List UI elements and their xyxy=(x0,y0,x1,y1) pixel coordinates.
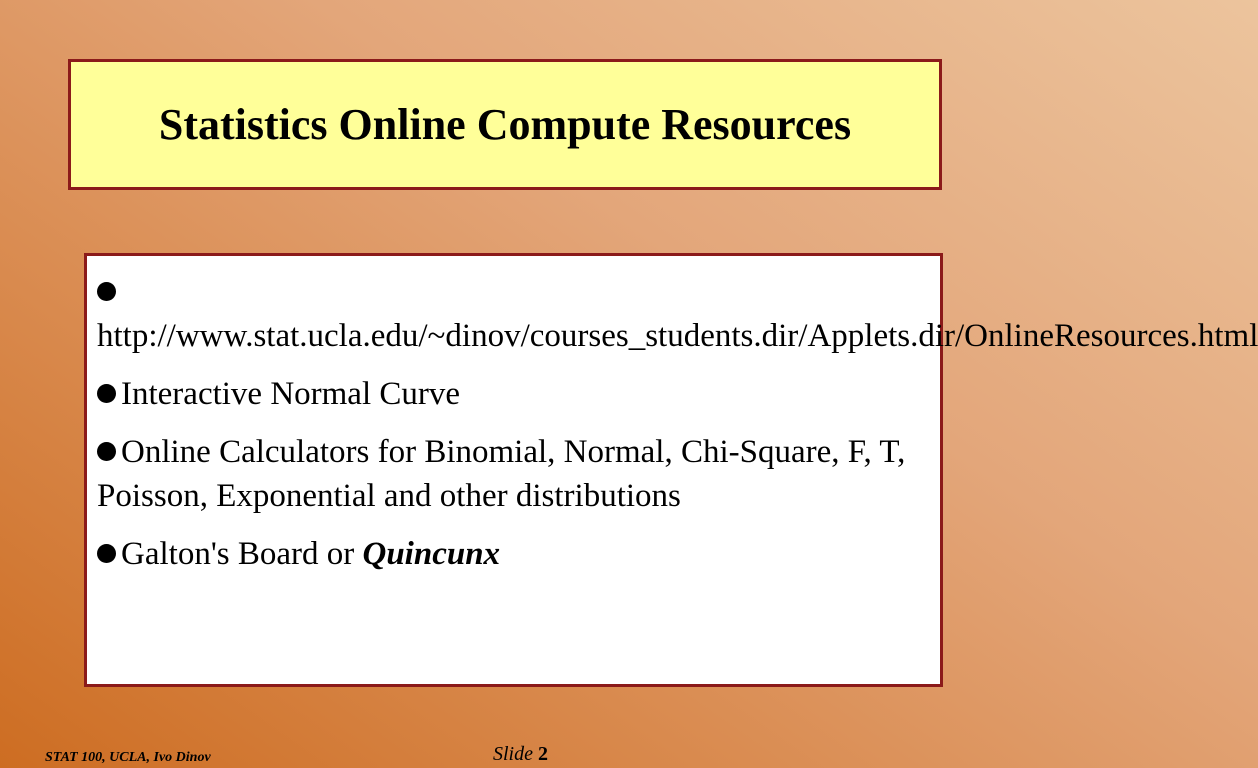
bullet-item xyxy=(97,532,930,576)
bullet-item xyxy=(97,372,930,416)
bullet-text: Galton's Board or xyxy=(121,536,363,572)
slide-number: 2 xyxy=(538,743,548,765)
bullet-dot-icon xyxy=(97,384,116,403)
footer-slide-number xyxy=(493,743,548,766)
content-box xyxy=(84,253,1258,687)
slide-title: Statistics Online Compute Resources xyxy=(158,99,852,149)
bullet-text: Interactive Normal Curve xyxy=(121,376,461,412)
footer-course-label: STAT 100, UCLA, Ivo Dinov xyxy=(45,750,211,765)
title-box xyxy=(68,59,942,190)
bullet-link-text[interactable]: http://www.stat.ucla.edu/~dinov/courses_students.dir/Applets.dir/OnlineResources.html xyxy=(97,318,1258,354)
bullet-item xyxy=(97,430,930,518)
bullet-dot-icon xyxy=(97,442,116,461)
slide-label: Slide xyxy=(493,743,533,765)
bullet-dot-icon xyxy=(97,544,116,563)
bullet-emphasis-text: Quincunx xyxy=(362,536,501,572)
bullet-item xyxy=(97,270,1258,358)
bullet-dot-icon xyxy=(97,282,116,301)
bullet-text: Online Calculators for Binomial, Normal, Chi-Square, F, T, Poisson, Exponential and other distributions xyxy=(97,434,906,514)
